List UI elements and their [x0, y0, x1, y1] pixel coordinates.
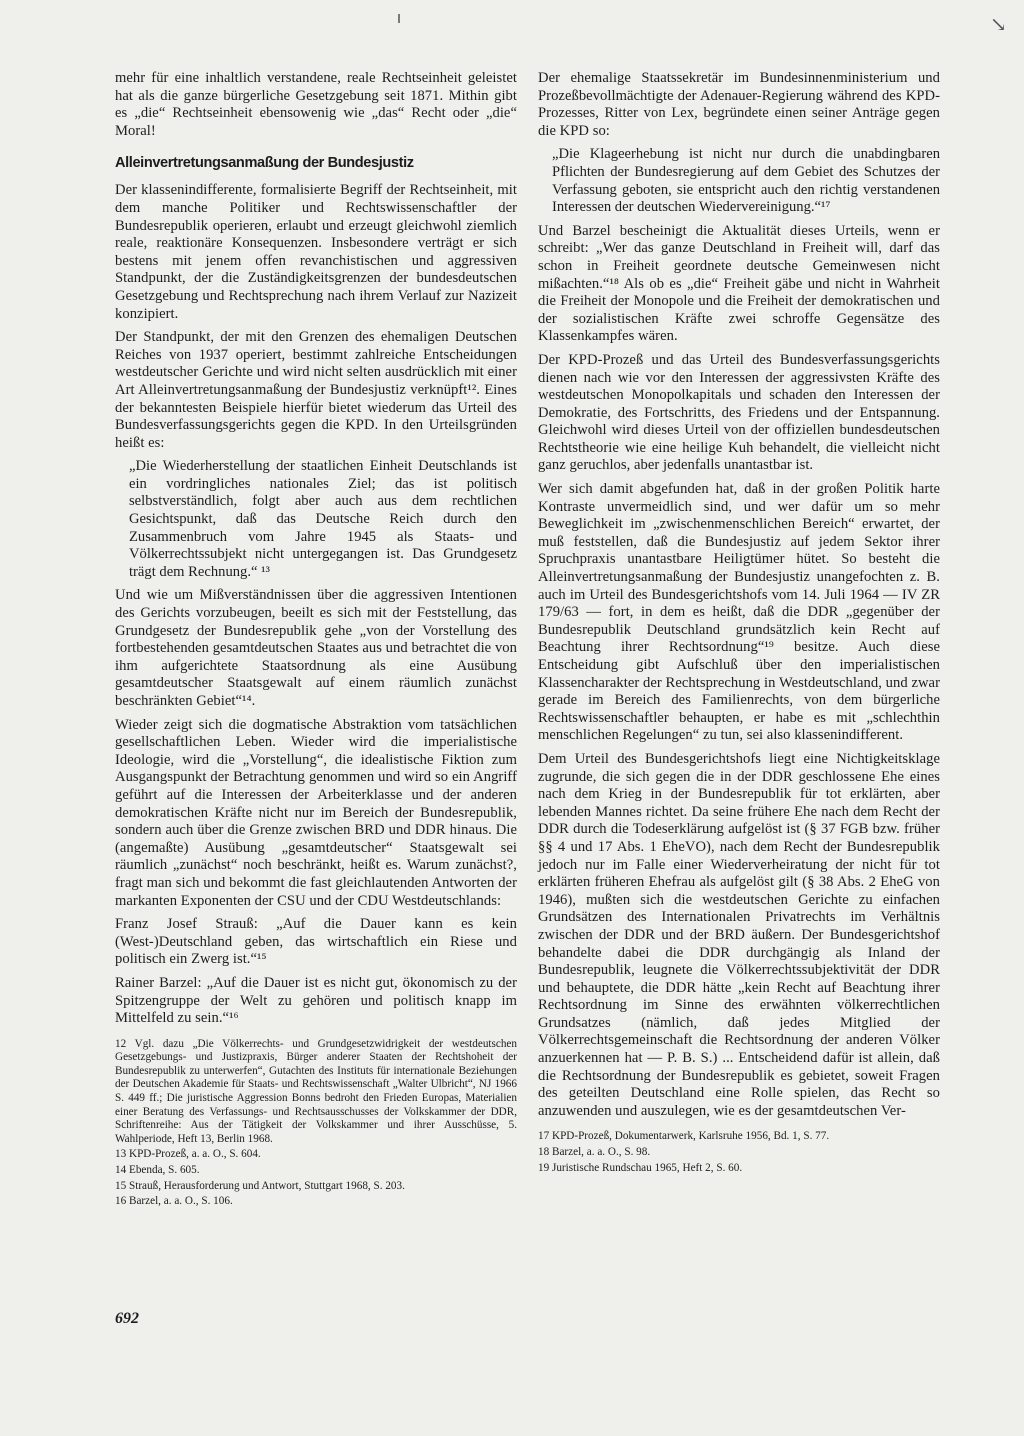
paragraph: Und wie um Mißverständnissen über die aggressiven Intentionen des Gerichts vorzubeugen, beeilt es sich mit der Feststellung, das Grundgesetz der Bundesrepublik gehe „von der Vorstellung des fortbestehenden gesamtdeutschen Staates aus und betrachtet die von ihm aufgerichtete Staatsordnung als eine Ausübung gesamtdeutscher Staatsgewalt auf einem räumlich zunächst beschränkten Gebiet“¹⁴.: [115, 587, 517, 709]
paragraph: Franz Josef Strauß: „Auf die Dauer kann es kein (West-)Deutschland geben, das wirtschaftlich ein Riese und politisch ein Zwerg ist.“¹⁵: [115, 916, 517, 968]
section-heading: Alleinvertretungsanmaßung der Bundesjustiz: [115, 155, 414, 172]
footnote: 14 Ebenda, S. 605.: [115, 1164, 200, 1177]
scan-mark: [398, 14, 400, 23]
paragraph: Der klassenindifferente, formalisierte Begriff der Rechtseinheit, mit dem manche Politiker und Rechtswissenschaftler der Bundesrepublik operieren, erlaubt und erzeugt gleichwohl ziemlich reale, reaktionäre Konsequenzen. Insbesondere verträgt er sich bestens mit jenem offen revanchistischen und aggressiven Standpunkt, der die Zuständigkeitsgrenzen der bundesdeutschen Gesetzgebung und Rechtsprechung nach ihrem Verlauf zur Nazizeit konzipiert.: [115, 182, 517, 322]
footnote: 12 Vgl. dazu „Die Völkerrechts- und Grundgesetzwidrigkeit der westdeutschen Gesetzgebungs- und Justizpraxis, Bürger anderer Staaten der Rechtshoheit der Bundesrepublik zu unterwerfen“, Gutachten des Instituts für internationale Beziehungen der Deutschen Akademie für Staats- und Rechtswissenschaft „Walter Ulbricht“, NJ 1966 S. 449 ff.; Die juristische Aggression Bonns bedroht den Frieden Europas, Materialien einer Beratung des Verfassungs- und Rechtsausschusses der Volkskammer der DDR, Schriftenreihe: Aus der Tätigkeit der Volkskammer und ihrer Ausschüsse, 5. Wahlperiode, Heft 13, Berlin 1968.: [115, 1037, 517, 1145]
footnote: 16 Barzel, a. a. O., S. 106.: [115, 1195, 233, 1208]
paragraph: Wieder zeigt sich die dogmatische Abstraktion vom tatsächlichen gesellschaftlichen Leben. Wieder wird die imperialistische Ideologie, wird die „Vorstellung“, die idealistische Fiktion zum Ausgangspunkt der Betrachtung genommen und wird so ein Angriff geführt auf die Interessen der Arbeiterklasse und der anderen demokratischen Kräfte nicht nur im Bereich der Bundesrepublik, sondern auch über die Grenze zwischen BRD und DDR hinaus. Die (angemaßte) Ausübung „gesamtdeutscher“ Staatsgewalt sei räumlich „zunächst“ noch beschränkt, heißt es. Warum zunächst?, fragt man sich und bekommt die fast gleichlautenden Antworten der markanten Exponenten der CSU und der CDU Westdeutschlands:: [115, 716, 517, 909]
paragraph: Der ehemalige Staatssekretär im Bundesinnenministerium und Prozeßbevollmächtigte der Adenauer-Regierung während des KPD-Prozesses, Ritter von Lex, begründete einen seiner Anträge gegen die KPD so:: [538, 70, 940, 139]
block-quote: „Die Wiederherstellung der staatlichen Einheit Deutschlands ist ein vordringliches nationales Ziel; das ist politisch selbstverständlich, folgt aber auch aus dem rechtlichen Gesichtspunkt, daß das Deutsche Reich durch den Zusammenbruch vom Jahre 1945 als Staats- und Völkerrechtssubjekt nicht untergegangen ist. Das Grundgesetz trägt dem Rechnung.“ ¹³: [129, 458, 517, 580]
footnote: 18 Barzel, a. a. O., S. 98.: [538, 1146, 651, 1159]
paragraph: Rainer Barzel: „Auf die Dauer ist es nicht gut, ökonomisch zu der Spitzengruppe der Welt zu gehören und politisch knapp im Mittelfeld zu sein.“¹⁶: [115, 974, 517, 1027]
left-column: [115, 70, 517, 1211]
paragraph: Wer sich damit abgefunden hat, daß in der großen Politik harte Kontraste unvermeidlich sind, und wer dafür um so mehr Beweglichkeit im „zwischenmenschlichen Bereich“ erwartet, der muß feststellen, daß die Bundesjustiz auf jedem Sektor ihrer Spruchpraxis unantastbare Heiligtümer hütet. So besteht die Alleinvertretungsanmaßung der Bundesjustiz unangefochten z. B. auch im Urteil des Bundesgerichtshofs vom 14. Juli 1964 — IV ZR 179/63 — fort, in dem es heißt, daß die DDR „gegenüber der Bundesrepublik Deutschland grundsätzlich kein Recht auf Beachtung ihrer Rechtsordnung“¹⁹ besitze. Auch diese Entscheidung gibt Aufschluß über den imperialistischen Klassencharakter der Rechtsprechung in Westdeutschland, und zwar gerade im Bereich des Familienrechts, von dem bürgerliche Rechtswissenschaftler behaupten, er habe es mit „schlechthin menschlichen Regelungen“ zu tun, sei also klassenindifferent.: [538, 481, 940, 744]
paragraph: Der Standpunkt, der mit den Grenzen des ehemaligen Deutschen Reiches von 1937 operiert, bestimmt zahlreiche Entscheidungen westdeutscher Gerichte und wird nicht selten ausdrücklich mit einer Art Alleinvertretungsanmaßung der Bundesjustiz verknüpft¹². Eines der bekanntesten Beispiele hierfür bietet wiederum das Urteil des Bundesverfassungsgerichts gegen die KPD. In den Urteilsgründen heißt es:: [115, 329, 517, 451]
footnote: 19 Juristische Rundschau 1965, Heft 2, S. 60.: [538, 1161, 743, 1174]
footnote: 13 KPD-Prozeß, a. a. O., S. 604.: [115, 1148, 261, 1161]
footnotes-right: [538, 1130, 940, 1175]
footnote: 17 KPD-Prozeß, Dokumentarwerk, Karlsruhe 1956, Bd. 1, S. 77.: [538, 1130, 830, 1143]
paragraph: Dem Urteil des Bundesgerichtshofs liegt eine Nichtigkeitsklage zugrunde, die sich gegen die in der DDR geschlossene Ehe eines nach dem Krieg in der Bundesrepublik für tot erklärten, aber lebenden Mannes richtet. Da seine frühere Ehe nach dem Recht der DDR durch die Todeserklärung aufgelöst ist (§ 37 FGB bzw. früher §§ 4 und 17 Abs. 1 EheVO), nach dem Recht der Bundesrepublik jedoch nur im Falle einer Wiederverheiratung der nicht für tot erklärten früheren Ehefrau als aufgelöst gilt (§ 38 Abs. 2 EheG von 1946), mußten sich die westdeutschen Gerichte zu einfachen Grundsätzen des Internationalen Privatrechts im Verhältnis zwischen der DDR und der BRD äußern. Der Bundesgerichtshof behandelte dabei die DDR durchgängig als Inland der Bundesrepublik, leugnete die Völkerrechtssubjektivität der DDR und behauptete, die DDR hätte „kein Recht auf Beachtung ihrer Rechtsordnung im Sinne des erwähnten völkerrechtlichen Grundsatzes (nämlich, daß jedes Mitglied der Völkerrechtsgemeinschaft die Rechtsordnung der anderen Völker anzuerkennen hat — P. B. S.) ... Entscheidend dafür ist allein, daß die Rechtsordnung der Bundesrepublik es gebietet, soweit Fragen des geteilten Deutschland eine Rolle spielen, das Recht so anzuwenden und auszulegen, wie es der gesamtdeutschen Ver-: [538, 750, 940, 1119]
footnote: 15 Strauß, Herausforderung und Antwort, Stuttgart 1968, S. 203.: [115, 1179, 405, 1192]
scan-mark-corner: ↘: [990, 14, 1007, 36]
paragraph: Und Barzel bescheinigt die Aktualität dieses Urteils, wenn er schreibt: „Wer das ganze Deutschland in Freiheit will, darf das schon in Freiheit geordnete deutsche Gemeinwesen nicht mißachten.“¹⁸ Als ob es „die“ Freiheit gäbe und nicht in Wahrheit die Freiheit der Monopole und die Freiheit der demokratischen und der sozialistischen Kräfte zwei schroffe Gegensätze des Klassenkampfes wären.: [538, 222, 940, 345]
paragraph: mehr für eine inhaltlich verstandene, reale Rechtseinheit geleistet hat als die ganze bürgerliche Gesetzgebung seit 1871. Mithin gibt es „die“ Rechtseinheit ebensowenig wie „das“ Recht oder „die“ Moral!: [115, 70, 517, 139]
page-number: 692: [115, 1310, 139, 1327]
right-column: [538, 70, 940, 1177]
block-quote: „Die Klageerhebung ist nicht nur durch die unabdingbaren Pflichten der Bundesregierung auf dem Gebiet des Schutzes der Verfassung geboten, sie entspricht auch den richtig verstandenen Interessen der deutschen Wiedervereinigung.“¹⁷: [552, 146, 940, 216]
paragraph: Der KPD-Prozeß und das Urteil des Bundesverfassungsgerichts dienen nach wie vor den Interessen der aggressivsten Kräfte des westdeutschen Monopolkapitals und schaden den Interessen der Demokratie, des Fortschritts, des Friedens und der Entspannung. Gleichwohl wird dieses Urteil von der offiziellen bundesdeutschen Rechtstheorie wie eine heilige Kuh behandelt, die vielleicht nicht ganz geruchlos, aber jedenfalls unantastbar ist.: [538, 351, 940, 474]
footnotes-left: [115, 1038, 517, 1209]
